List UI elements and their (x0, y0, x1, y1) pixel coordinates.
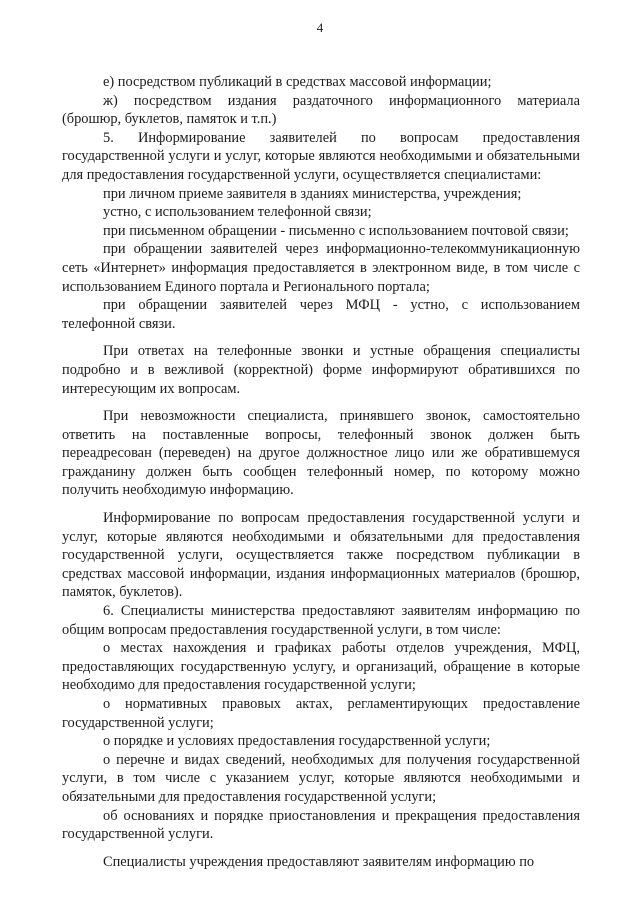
paragraph-redirect: При невозможности специалиста, принявшего звонок, самостоятельно ответить на поставленные вопросы, телефонный звонок должен быть переадресован (переведен) на другое должностное лицо или же обратившемуся гражданину должен быть сообщен телефонный номер, по которому можно получить необходимую информацию. (62, 408, 580, 499)
paragraph-procedure: о порядке и условиях предоставления государственной услуги; (103, 733, 491, 750)
paragraph-6: 6. Специалисты министерства предоставляют заявителям информацию по общим вопросам предоставления государственной услуги, в том числе: (62, 603, 580, 638)
paragraph-media: Информирование по вопросам предоставления государственной услуги и услуг, которые являются необходимыми и обязательными для предоставления государственной услуги, осуществляется также посредством публикации в средствах массовой информации, издания информационных материалов (брошюр, памяток, буклетов). (62, 510, 580, 601)
paragraph-5: 5. Информирование заявителей по вопросам предоставления государственной услуги и услуг, которые являются необходимыми и обязательными для предоставления государственной услуги, осуществляется специалистами: (62, 129, 580, 183)
paragraph-written-request: при письменном обращении - письменно с использованием почтовой связи; (103, 222, 569, 239)
paragraph-legal-acts: о нормативных правовых актах, регламентирующих предоставление государственной услуги; (62, 696, 580, 731)
paragraph-zh: ж) посредством издания раздаточного информационного материала (брошюр, буклетов, памяток и т.п.) (62, 92, 580, 128)
paragraph-phone-answers: При ответах на телефонные звонки и устные обращения специалисты подробно и в вежливой (корректной) форме информируют обратившихся по интересующим их вопросам. (62, 343, 580, 397)
body-text (62, 73, 580, 871)
paragraph-suspension: об основаниях и порядке приостановления и прекращения предоставления государственной услуги. (62, 807, 580, 843)
paragraph-required-info: о перечне и видах сведений, необходимых для получения государственной услуги, в том числе с указанием услуг, которые являются необходимыми и обязательными для предоставления государственной услуги; (62, 751, 580, 805)
paragraph-personal-reception: при личном приеме заявителя в зданиях министерства, учреждения; (103, 185, 522, 202)
paragraph-mfc: при обращении заявителей через МФЦ - устно, с использованием телефонной связи. (62, 297, 580, 332)
paragraph-e: е) посредством публикаций в средствах массовой информации; (103, 74, 492, 90)
paragraph-internet: при обращении заявителей через информационно-телекоммуникационную сеть «Интернет» информация предоставляется в электронном виде, в том числе с использованием Единого портала и Регионального портала; (62, 241, 580, 295)
paragraph-locations: о местах нахождения и графиках работы отделов учреждения, МФЦ, предоставляющих государственную услугу, и организаций, обращение в которые необходимо для предоставления государственной услуги; (62, 640, 580, 694)
paragraph-phone: устно, с использованием телефонной связи; (103, 204, 372, 221)
paragraph-institution-specialists: Специалисты учреждения предоставляют заявителям информацию по (103, 853, 535, 870)
page-number: 4 (316, 20, 324, 35)
